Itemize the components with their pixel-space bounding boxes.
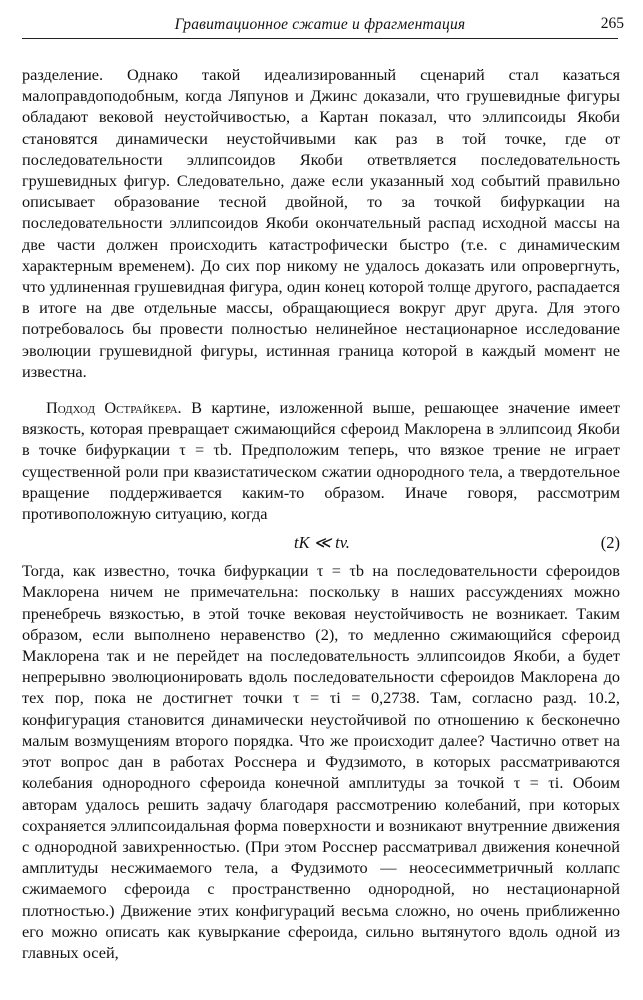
body-text: [22, 64, 620, 963]
page-number: 265: [600, 15, 624, 32]
paragraph-1: разделение. Однако такой идеализированный сценарий стал казаться малоправдоподобным, когда Ляпунов и Джинс доказали, что грушевидные фигуры обладают вековой неустойчивостью, а Картан показал, что эллипсоиды Якоби становятся динамически неустойчивыми как раз в той точке, где от последовательности эллипсоидов Якоби ответвляется последовательность грушевидных фигур. Следовательно, даже если указанный ход событий правильно описывает образование тесной двойной, то за точкой бифуркации на последовательности эллипсоидов Якоби окончательный распад исходной массы на две части должен происходить катастрофически быстро (т.е. с динамическим характерным временем). До сих пор никому не удалось доказать или опровергнуть, что удлиненная грушевидная фигура, один конец которой толще другого, распадается в итоге на две отдельные массы, обращающиеся вокруг друг друга. Для этого потребовалось бы провести полностью нелинейное нестационарное исследование эволюции грушевидной фигуры, истинная граница которой в каждый момент не известна.: [22, 65, 620, 381]
equation-formula: tK ≪ tv.: [294, 533, 350, 553]
section-heading: Подход Острайкера.: [46, 398, 182, 418]
paragraph-3: Тогда, как известно, точка бифуркации τ = τb на последовательности сфероидов Маклорена ничем не примечательна: поскольку в наших рассуждениях можно пренебречь вязкостью, в этой точке вековая неустойчивость не возникает. Таким образом, если выполнено неравенство (2), то медленно сжимающийся сфероид Маклорена так и не перейдет на последовательность эллипсоидов Якоби, а будет непрерывно эволюционировать вдоль последовательности сфероидов Маклорена до тех пор, пока не достигнет точки τ = τi = 0,2738. Там, согласно разд. 10.2, конфигурация становится динамически неустойчивой по отношению к бесконечно малым возмущениям второго порядка. Что же происходит далее? Частично ответ на этот вопрос дан в работах Росснера и Фудзимото, в которых рассматриваются колебания однородного сфероида конечной амплитуды за точкой τ = τi. Обоим авторам удалось решить задачу благодаря рассмотрению колебаний, при которых сохраняется эллипсоидальная форма поверхности и возникают внутренние движения с однородной завихренностью. (При этом Росснер рассматривал движения конечной амплитуды несжимаемого тела, а Фудзимото — неосесимметричный коллапс сжимаемого сфероида с пространственно однородной, но нестационарной плотностью.) Движение этих конфигураций весьма сложно, но очень приближенно его можно описать как кувыркание сфероида, сильно вытянутого вдоль одной из главных осей,: [22, 561, 620, 962]
equation-number: (2): [600, 533, 620, 553]
running-header: [22, 14, 624, 39]
paragraph-2: [22, 397, 620, 524]
equation-row: [22, 529, 620, 557]
paragraph-2-text: В картине, изложенной выше, решающее значение имеет вязкость, которая превращает сжимающийся сфероид Маклорена в эллипсоид Якоби в точке бифуркации τ = τb. Предположим теперь, что вязкое трение не играет существенной роли при квазистатическом сжатии однородного тела, а твердотельное вращение поддерживается каким-то образом. Иначе говоря, рассмотрим противоположную ситуацию, когда: [22, 398, 620, 524]
running-title: Гравитационное сжатие и фрагментация: [174, 16, 466, 33]
